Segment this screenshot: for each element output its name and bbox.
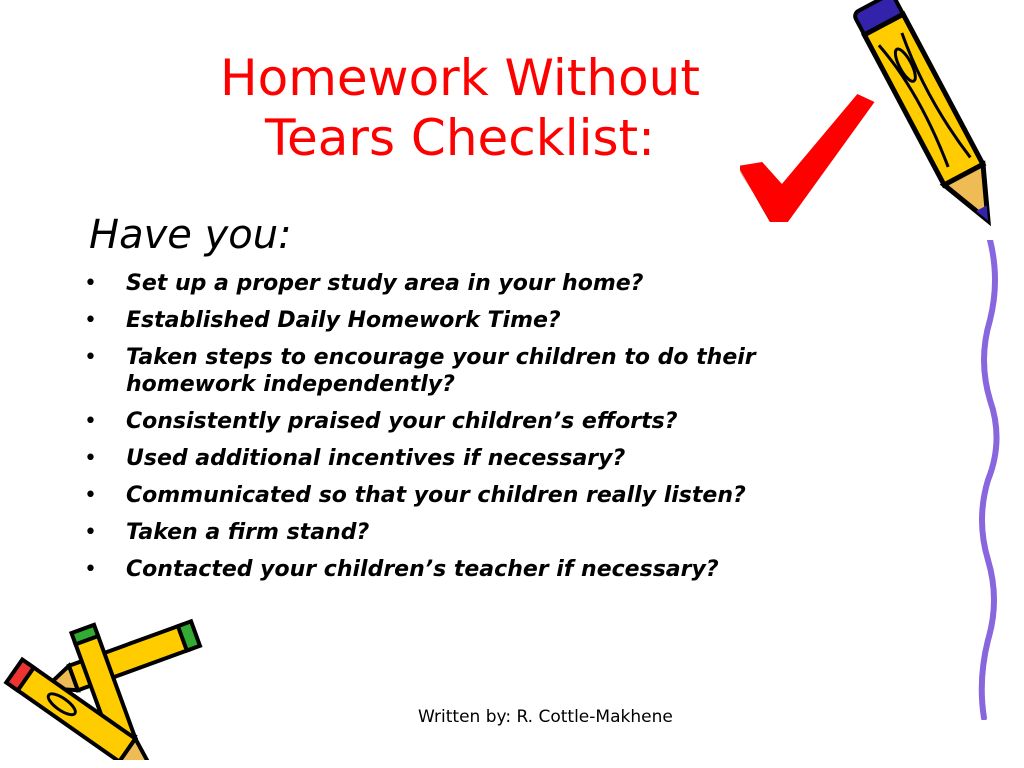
title-line-1: Homework Without (220, 49, 700, 107)
pencil-icon (850, 0, 1010, 250)
list-item (84, 408, 884, 435)
bullet: • (84, 345, 97, 370)
list-item (84, 519, 884, 546)
checklist (84, 270, 884, 593)
list-item (84, 556, 884, 583)
title-line-2: Tears Checklist: (264, 109, 656, 167)
list-item-text: Used additional incentives if necessary? (126, 446, 626, 471)
section-heading: Have you: (89, 212, 292, 258)
list-item-text: Contacted your children’s teacher if necessary? (126, 557, 719, 582)
crayon-icon (0, 610, 210, 760)
list-item-text: Taken steps to encourage your children to do their homework independently? (126, 345, 756, 397)
list-item-text: Set up a proper study area in your home? (126, 271, 644, 296)
bullet: • (84, 557, 97, 582)
bullet: • (84, 409, 97, 434)
list-item (84, 270, 884, 297)
bullet: • (84, 483, 97, 508)
bullet: • (84, 446, 97, 471)
list-item-text: Taken a firm stand? (126, 520, 370, 545)
list-item (84, 445, 884, 472)
list-item (84, 344, 884, 398)
page-title (150, 48, 770, 168)
list-item (84, 482, 884, 509)
bullet: • (84, 271, 97, 296)
list-item-text: Consistently praised your children’s efforts? (126, 409, 678, 434)
list-item-text: Established Daily Homework Time? (126, 308, 561, 333)
author-credit: Written by: R. Cottle-Makhene (418, 707, 673, 727)
bullet: • (84, 520, 97, 545)
list-item-text: Communicated so that your children really listen? (126, 483, 746, 508)
bullet: • (84, 308, 97, 333)
squiggle-line-icon (960, 240, 1010, 720)
list-item (84, 307, 884, 334)
